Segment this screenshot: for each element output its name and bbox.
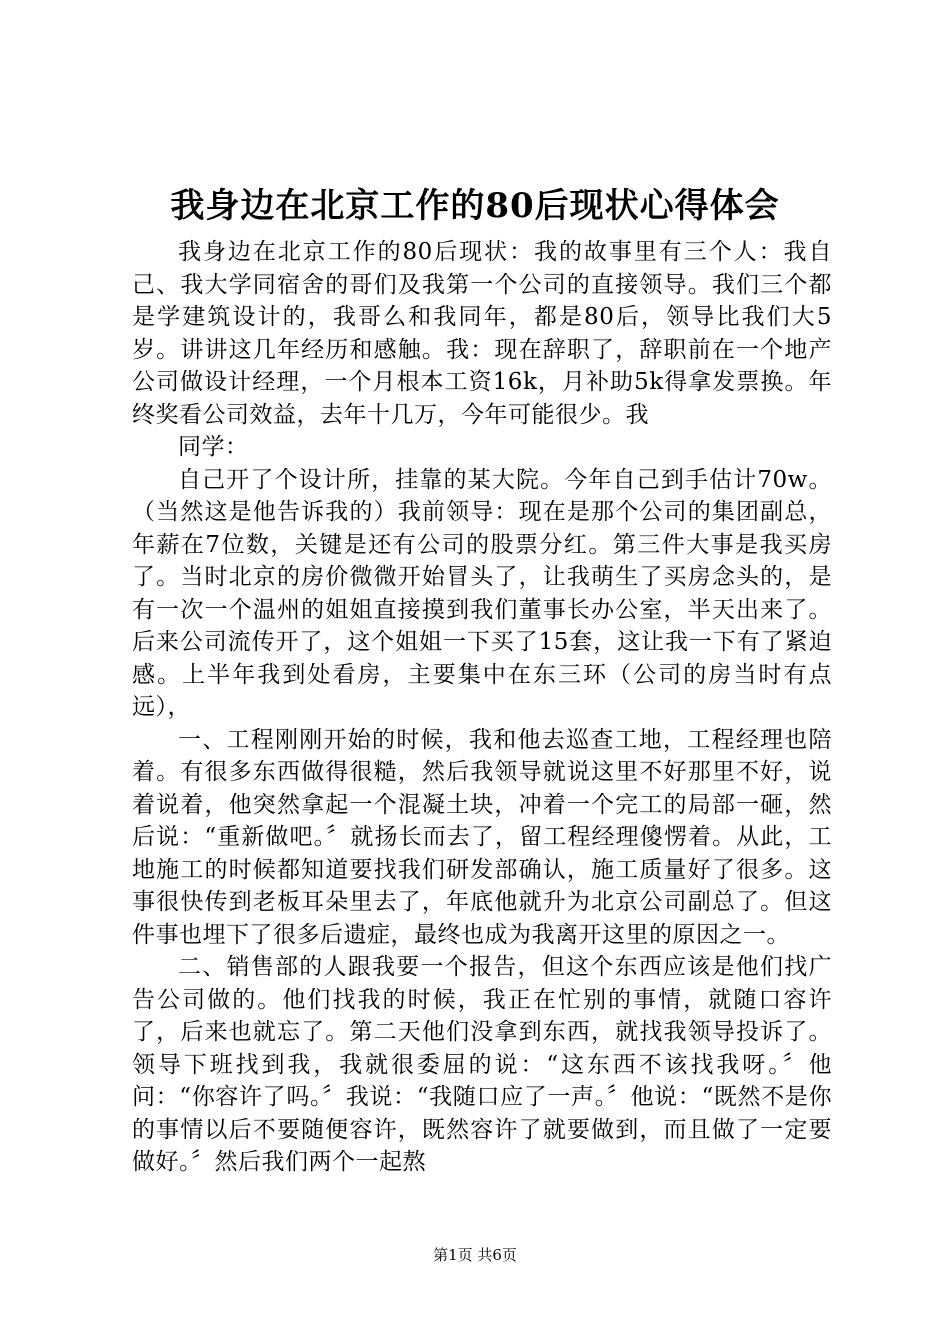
document-title: 我身边在北京工作的80后现状心得体会 [170, 186, 780, 226]
paragraph-point-one: 一、工程刚刚开始的时候，我和他去巡查工地，工程经理也陪着。有很多东西做得很糙，然后我领导就说这里不好那里不好，说着说着，他突然拿起一个混凝土块，冲着一个完工的局部一砸，然后说：“重新做吧。〞就扬长而去了，留工程经理傻愣着。从此，工地施工的时候都知道要找我们研发部确认，施工质量好了很多。这事很快传到老板耳朵里去了，年底他就升为北京公司副总了。但这件事也埋下了很多后遗症，最终也成为我离开这里的原因之一。 [132, 726, 832, 948]
paragraph-classmate-and-house: 自己开了个设计所，挂靠的某大院。今年自己到手估计70w。（当然这是他告诉我的）我前领导：现在是那个公司的集团副总，年薪在7位数，关键是还有公司的股票分红。第三件大事是我买房了。当时北京的房价微微开始冒头了，让我萌生了买房念头的，是有一次一个温州的姐姐直接摸到我们董事长办公室，半天出来了。后来公司流传开了，这个姐姐一下买了15套，这让我一下有了紧迫感。上半年我到处看房，主要集中在东三环（公司的房当时有点远）， [132, 466, 832, 720]
paragraph-point-two: 二、销售部的人跟我要一个报告，但这个东西应该是他们找广告公司做的。他们找我的时候，我正在忙别的事情，就随口容许了，后来也就忘了。第二天他们没拿到东西，就找我领导投诉了。领导下班找到我，我就很委屈的说：“这东西不该找我呀。〞他问：“你容许了吗。〞我说：“我随口应了一声。〞他说：“既然不是你的事情以后不要随便容许，既然容许了就要做到，而且做了一定要做好。〞然后我们两个一起熬 [132, 954, 832, 1175]
document-body [132, 236, 832, 1179]
paragraph-classmate-label: 同学： [178, 434, 249, 460]
paragraph-intro: 我身边在北京工作的80后现状：我的故事里有三个人：我自己、我大学同宿舍的哥们及我第一个公司的直接领导。我们三个都是学建筑设计的，我哥么和我同年，都是80后，领导比我们大5岁。讲讲这几年经历和感触。我：现在辞职了，辞职前在一个地产公司做设计经理，一个月根本工资16k，月补助5k得拿发票换。年终奖看公司效益，去年十几万，今年可能很少。我 [132, 239, 832, 428]
page-footer: 第1页 共6页 [433, 1246, 517, 1264]
